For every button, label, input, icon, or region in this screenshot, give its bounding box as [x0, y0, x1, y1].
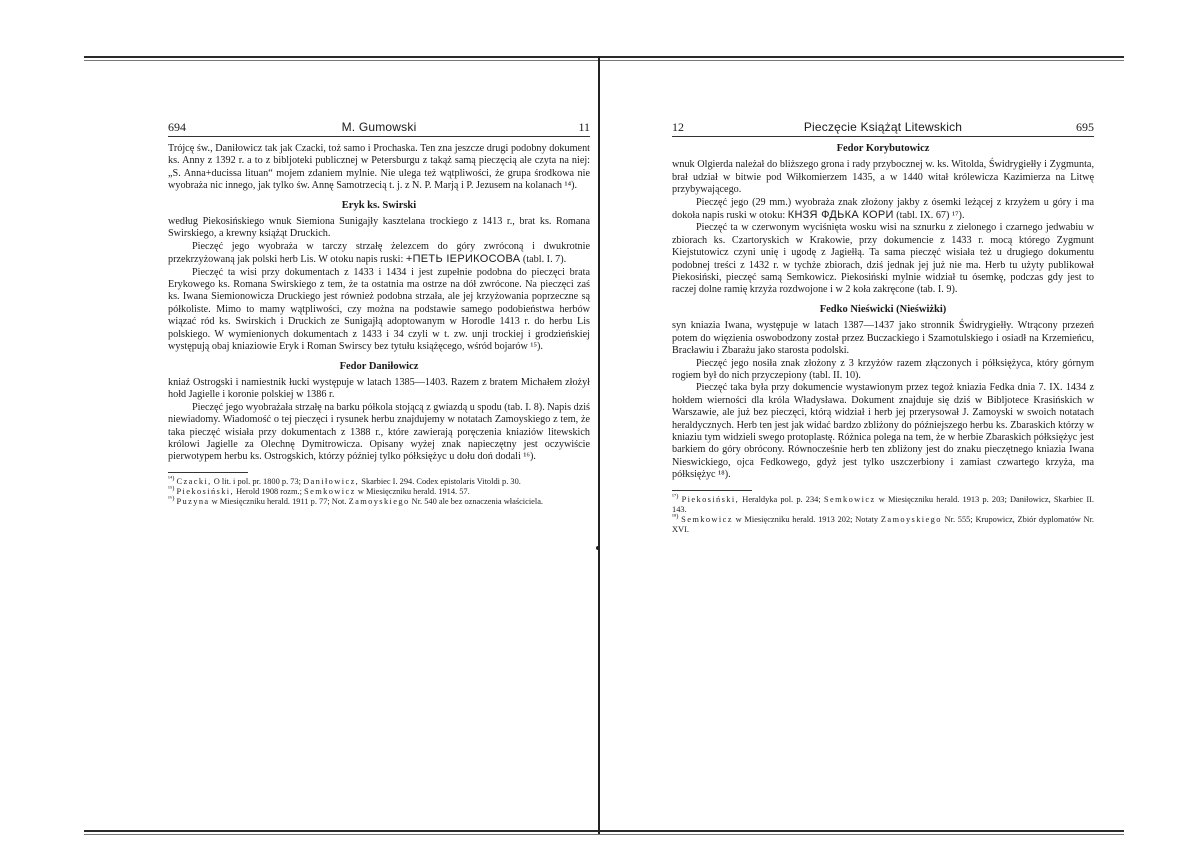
- left-page: [168, 118, 590, 507]
- cyrillic-inscription: +ПЕТЬ ІЕРИКОСОВА: [405, 253, 521, 266]
- paragraph-text: Pieczęć jego wyobraża w tarczy strzałę żelezcem do góry zwróconą i dwukrotnie przekrzyżowaną jak polski herb Lis. W otoku napis ruski:: [168, 240, 590, 266]
- section-heading: Fedor Korybutowicz: [836, 143, 930, 154]
- book-gutter: [598, 56, 600, 834]
- footnote: $^{^{17})}$ Piekosiński, Heraldyka pol. p. 234; Semkowicz w Miesięczniku herald. 1913 p. 203; Daniłowicz, Skarbiec II. 143.: [672, 492, 1095, 514]
- footnote: $^{^{15})}$ Piekosiński, Herold 1908 rozm.; Semkowicz w Miesięczniku herald. 1914. 57.: [168, 484, 470, 496]
- book-page-number: 12: [672, 120, 684, 134]
- running-head: Pieczęcie Książąt Litewskich: [803, 120, 963, 134]
- paragraph: [672, 197, 1094, 223]
- paragraph-text: Pieczęć jego (29 mm.) wyobraża znak złożony jakby z ósemki leżącej z krzyżem u góry i ma dokoła napis ruski w otoku:: [672, 196, 1094, 222]
- paragraph: wnuk Olgierda należał do bliższego grona i rady przybocznej w. ks. Witolda, Świdrygiełły i Zygmunta, brał udział w bitwie pod Wiłkomierzem 1435, a w 1440 witał królewicza Kazimierza na Litwę przybywającego.: [672, 159, 1094, 196]
- right-page-body: [672, 143, 1094, 535]
- paragraph: Pieczęć jego nosiła znak złożony z 3 krzyżów razem złączonych i półksiężyca, który górnym rogiem był do nich przyczepiony (tabl. II. 10).: [672, 357, 1094, 381]
- paragraph-text: (tabl. IX. 67) ¹⁷).: [896, 210, 965, 222]
- right-page-header: [672, 118, 1094, 137]
- paragraph: syn kniazia Iwana, występuje w latach 1387—1437 jako stronnik Świdrygiełły. Wtrącony przezeń potem do więzienia oswobodzony został przez Buczackiego i Szamotulskiego i osiadł na Krzemieńcu, Bracławiu i Zbarażu jako starosta podolski.: [672, 320, 1094, 357]
- paragraph: według Piekosińskiego wnuk Siemiona Sunigajły kasztelana trockiego z 1413 r., brat ks. Romana Swirskiego, a krewny książąt Druckich.: [168, 216, 590, 240]
- right-page: [672, 118, 1094, 535]
- scan-edge-bottom: [84, 830, 1124, 832]
- footnote: $^{^{14})}$ Czacki, O lit. i pol. pr. 1800 p. 73; Daniłowicz, Skarbiec I. 294. Codex epistolaris Vitoldi p. 30.: [168, 474, 521, 486]
- paragraph: [168, 241, 590, 267]
- book-page-number: 11: [578, 120, 590, 134]
- running-head: M. Gumowski: [341, 120, 417, 134]
- scan-edge-top-shadow: [84, 60, 1124, 61]
- scan-edge-top: [84, 56, 1124, 58]
- paragraph-text: (tabl. I. 7).: [522, 254, 567, 266]
- page-number: 695: [1076, 120, 1094, 134]
- gutter-mark: [596, 546, 600, 550]
- paragraph: Pieczęć taka była przy dokumencie wystawionym przez tegoż kniazia Fedka dnia 7. IX. 1434 z hołdem wierności dla króla Władysława. Dokument znajduje się dziś w Bibljotece Krasińskich w Warszawie, ale już bez pieczęci, którą widział i herb jej przerysował J. Zamoyski w swoich notatach heraldycznych. Herb ten jest jak widać bardzo zbliżony do późniejszego herbu ks. Zbaraskich którzy w kniaziu tym widzieli swego protoplastę. Różnica polega na tem, że w herbie Zbaraskich półksiężyc jest barkiem do góry obrócony. Równocześnie herb ten zbliżony jest do znaku pieczętnego kniazia Iwana Nieswickiego, ojca Fedkowego, gdyż jest tylko uszczerbiony i zamiast czwartego krzyża, ma półksiężyc ¹⁸).: [672, 382, 1094, 481]
- page-number: 694: [168, 120, 186, 134]
- section-heading: Fedor Daniłowicz: [339, 360, 419, 372]
- paragraph: Trójcę św., Daniłowicz tak jak Czacki, toż samo i Prochaska. Ten zna jeszcze drugi podobny dokument ks. Anny z 1392 r. a to z bibljoteki publicznej w Petersburgu z takąż samą pieczęcią ale czyta na niej: „S. Anna+ducissa lituan“ mojem zdaniem mylnie. Nie ulega też wątpliwości, że grupa środkowa nie wyobraża nic innego, jak tylko św. Annę Samotrzecią t. j. z N. P. Marją i P. Jezusem na kolanach ¹⁴).: [168, 143, 590, 192]
- section-heading: Fedko Nieświcki (Nieświżki): [819, 303, 947, 315]
- cyrillic-inscription: КНЗЯ ФДЬКА КОРИ: [787, 209, 894, 222]
- scan-edge-bottom-shadow: [84, 834, 1124, 835]
- section-heading: Eryk ks. Swirski: [341, 199, 417, 211]
- left-page-body: [168, 143, 590, 507]
- paragraph: Pieczęć jego wyobrażała strzałę na barku półkola stojącą z gwiazdą u spodu (tab. I. 8). Napis dziś niewiadomy. Wiadomość o tej pieczęci i rysunek herbu znajdujemy w notatach Zamoyskiego z tem, że taka pieczęć wisiała przy dokumentach z 1388 r., które zawierają poręczenia kniaziów litewskich królowi Jagielle za Olechnę Dymitrowicza. Opisany wyżej znak napieczętny jest oczywiście pierwotypem herbu ks. Ostrogskich, którzy później tylko półksiężyc u dołu doń dodali ¹⁶).: [168, 401, 591, 463]
- paragraph: Pieczęć ta w czerwonym wyciśnięta wosku wisi na sznurku z zielonego i czarnego jedwabiu w zbiorach ks. Czartoryskich w Krakowie, przy dokumencie z 1433 r. mocą którego Zygmunt Kiejstutowicz czyni unię i ugodę z Jagiełłą. Ta sama pieczęć wisiała też u drugiego dokumentu podobnej treści z 1432 r. w tychże zbiorach, dziś jednak jej już nie ma. Herb tu użyty publikował Piekosiński, pieczęć samą Semkowicz. Piekosiński mylnie widział tu ósemkę, podczas gdy jest to raczej dolne ramię krzyża rozdwojone i w 2 koła zakręcone (tab. I. 9).: [672, 222, 1094, 296]
- paragraph: Pieczęć ta wisi przy dokumentach z 1433 i 1434 i jest zupełnie podobna do pieczęci brata Erykowego ks. Romana Swirskiego z tem, że ta ostatnia ma ostrze na dół zwrócone. Na pieczęci zaś ks. Iwana Siemionowicza Druckiego jest również podobna strzała, ale jej krzyżowania poprzeczne są półkoliste. Mimo to mamy wątpliwości, czy można na podstawie samego podobieństwa herbów wiązać ród ks. Swirskich i Druckich ze Sunigajłą adoptowanym w Horodle 1413 r. do herbu Lis polskiego. W wymienionych dokumentach z 1433 i 34 czyli w t. zw. unji trockiej i grodzieńskiej występują obaj kniaziowie Eryk i Roman Swirscy bez tytułu książęcego, wśród bojarów ¹⁵).: [168, 266, 590, 353]
- footnote: $^{^{16})}$ Puzyna w Miesięczniku herald. 1911 p. 77; Not. Zamoyskiego Nr. 540 ale bez oznaczenia właściciela.: [168, 495, 544, 507]
- footnote-rule: [168, 472, 248, 473]
- paragraph: kniaź Ostrogski i namiestnik łucki występuje w latach 1385—1403. Razem z bratem Michałem złożył hołd Jagielle i koronie polskiej w 1386 r.: [168, 376, 590, 401]
- left-page-header: [168, 118, 590, 137]
- footnote: $^{^{18})}$ Semkowicz w Miesięczniku herald. 1913 202; Notaty Zamoyskiego Nr. 555; Krupowicz, Zbiór dyplomatów Nr. XVI.: [672, 512, 1095, 535]
- footnote-rule: [672, 490, 752, 491]
